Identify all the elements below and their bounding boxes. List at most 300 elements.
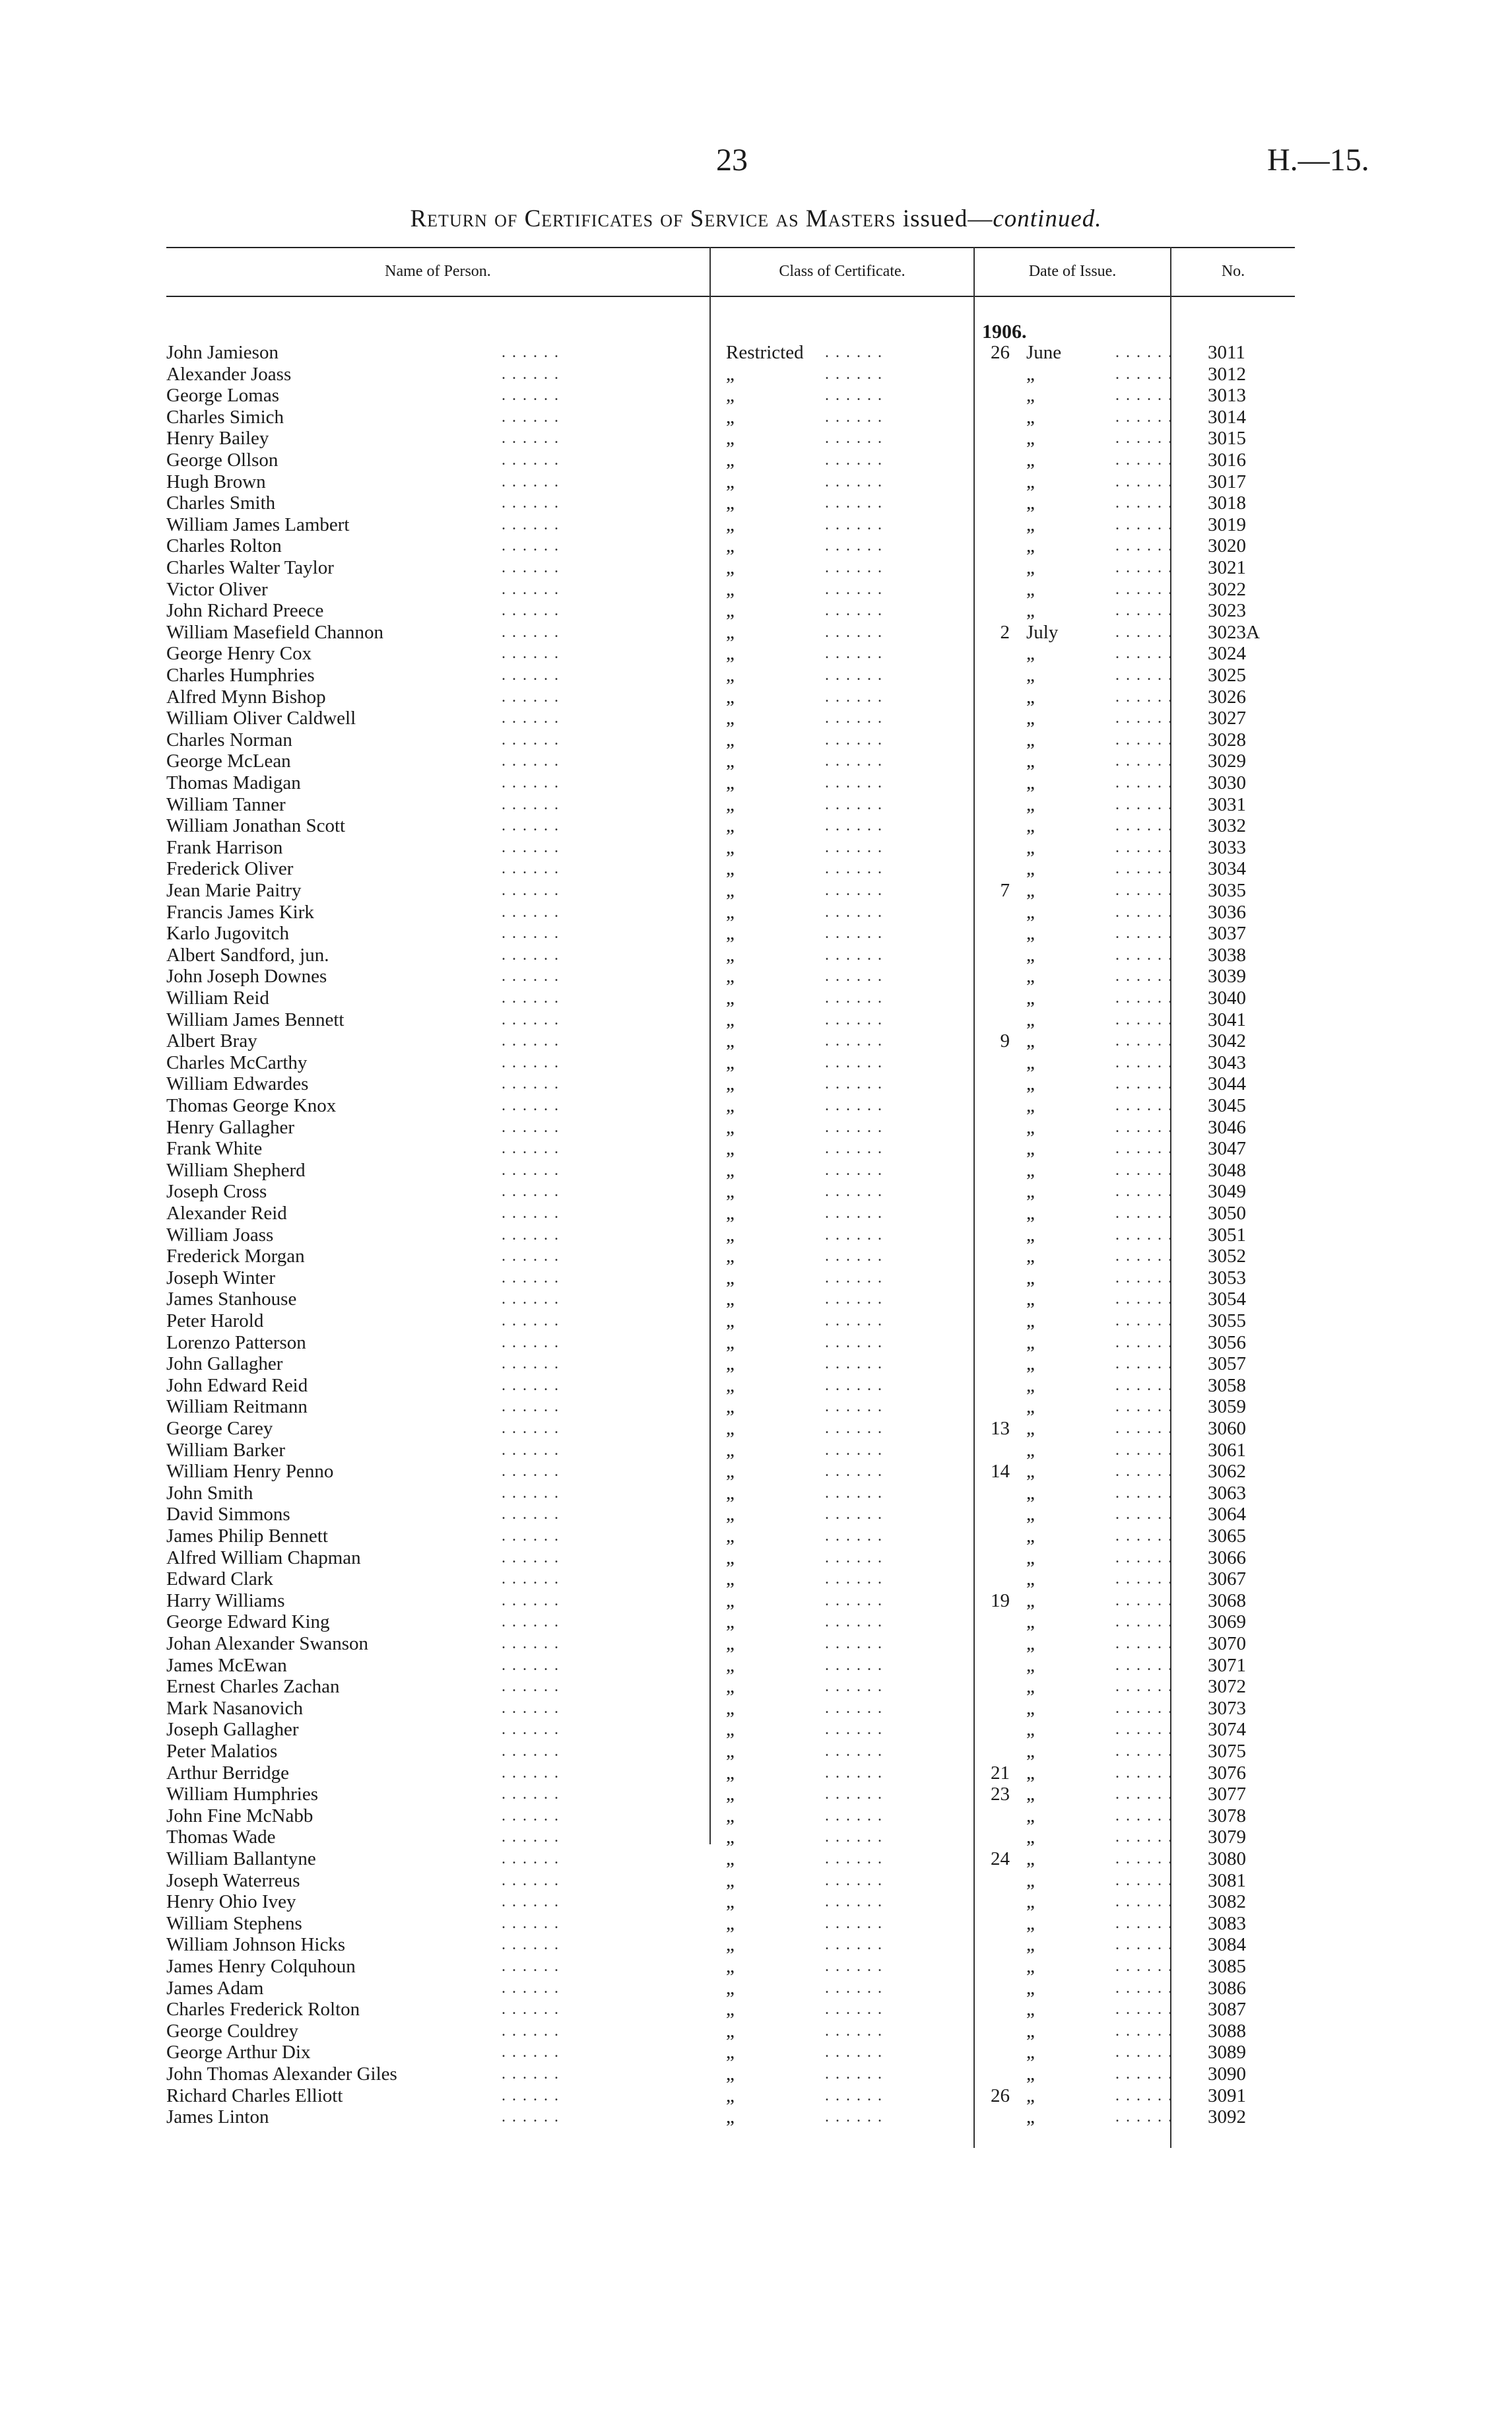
leader-dots: . . . . . .	[502, 2087, 560, 2104]
leader-dots: . . . . . .	[502, 494, 560, 512]
table-row	[0, 1934, 1512, 1956]
leader-dots: . . . . . .	[1115, 494, 1173, 512]
leader-dots: . . . . . .	[825, 1699, 883, 1717]
issue-day: 9	[1000, 1030, 1010, 1052]
leader-dots: . . . . . .	[502, 1958, 560, 1975]
certificate-class: „	[726, 450, 735, 471]
certificate-class: „	[726, 1676, 735, 1698]
page-number: 23	[716, 143, 748, 178]
leader-dots: . . . . . .	[825, 1054, 883, 1071]
person-name: George McLean	[166, 751, 291, 772]
person-name: Alexander Joass	[166, 363, 292, 385]
person-name: George Edward King	[166, 1611, 330, 1633]
leader-dots: . . . . . .	[825, 2022, 883, 2040]
table-row	[0, 1698, 1512, 1720]
leader-dots: . . . . . .	[502, 688, 560, 706]
leader-dots: . . . . . .	[1115, 365, 1173, 383]
issue-month: July	[1026, 621, 1059, 643]
leader-dots: . . . . . .	[1115, 710, 1173, 727]
certificate-number: 3041	[1208, 1009, 1246, 1030]
leader-dots: . . . . . .	[825, 925, 883, 943]
certificate-number: 3022	[1208, 578, 1246, 600]
leader-dots: . . . . . .	[1115, 1786, 1173, 1803]
title-plain: issued—	[896, 205, 993, 232]
certificate-class: „	[726, 2020, 735, 2042]
leader-dots: . . . . . .	[502, 1183, 560, 1201]
certificate-class: „	[726, 1741, 735, 1762]
leader-dots: . . . . . .	[502, 882, 560, 899]
leader-dots: . . . . . .	[1115, 1183, 1173, 1201]
person-name: Karlo Jugovitch	[166, 923, 290, 945]
table-row	[0, 1504, 1512, 1525]
leader-dots: . . . . . .	[1115, 1936, 1173, 1954]
certificate-class: „	[726, 901, 735, 923]
certificate-number: 3090	[1208, 2063, 1246, 2085]
year-label: 1906.	[982, 321, 1027, 343]
certificate-number: 3035	[1208, 880, 1246, 901]
table-row	[0, 1138, 1512, 1160]
leader-dots: . . . . . .	[502, 1678, 560, 1696]
person-name: Edward Clark	[166, 1568, 273, 1590]
table-row	[0, 858, 1512, 880]
certificate-class: „	[726, 600, 735, 622]
leader-dots: . . . . . .	[825, 1269, 883, 1287]
leader-dots: . . . . . .	[502, 989, 560, 1007]
leader-dots: . . . . . .	[1115, 903, 1173, 921]
leader-dots: . . . . . .	[825, 1290, 883, 1308]
leader-dots: . . . . . .	[1115, 2044, 1173, 2061]
certificate-class: „	[726, 772, 735, 793]
table-row	[0, 1525, 1512, 1547]
certificate-class: „	[726, 815, 735, 837]
certificate-class: „	[726, 1805, 735, 1826]
certificate-class: „	[726, 492, 735, 514]
table-row	[0, 1956, 1512, 1978]
table-row	[0, 535, 1512, 557]
leader-dots: . . . . . .	[825, 452, 883, 469]
leader-dots: . . . . . .	[825, 494, 883, 512]
leader-dots: . . . . . .	[1115, 1591, 1173, 1609]
certificate-number: 3017	[1208, 471, 1246, 492]
certificate-number: 3037	[1208, 923, 1246, 945]
leader-dots: . . . . . .	[502, 1248, 560, 1265]
person-name: Charles Norman	[166, 729, 292, 751]
leader-dots: . . . . . .	[1115, 1333, 1173, 1351]
certificate-number: 3043	[1208, 1052, 1246, 1073]
certificate-class: „	[726, 1203, 735, 1224]
leader-dots: . . . . . .	[502, 1743, 560, 1760]
leader-dots: . . . . . .	[502, 1591, 560, 1609]
leader-dots: . . . . . .	[1115, 1871, 1173, 1889]
leader-dots: . . . . . .	[825, 753, 883, 770]
leader-dots: . . . . . .	[502, 817, 560, 835]
leader-dots: . . . . . .	[825, 1248, 883, 1265]
person-name: Lorenzo Patterson	[166, 1331, 306, 1353]
person-name: Charles Frederick Rolton	[166, 1999, 360, 2021]
leader-dots: . . . . . .	[502, 1893, 560, 1911]
certificate-number: 3056	[1208, 1331, 1246, 1353]
leader-dots: . . . . . .	[1115, 1011, 1173, 1028]
leader-dots: . . . . . .	[825, 946, 883, 964]
table-row	[0, 837, 1512, 859]
issue-month: „	[1026, 1439, 1035, 1461]
leader-dots: . . . . . .	[502, 537, 560, 555]
leader-dots: . . . . . .	[825, 903, 883, 921]
leader-dots: . . . . . .	[502, 1656, 560, 1674]
person-name: Richard Charles Elliott	[166, 2085, 343, 2106]
leader-dots: . . . . . .	[1115, 1032, 1173, 1050]
issue-month: „	[1026, 1719, 1035, 1741]
person-name: Charles Smith	[166, 492, 276, 514]
leader-dots: . . . . . .	[502, 1075, 560, 1093]
leader-dots: . . . . . .	[502, 580, 560, 598]
table-row	[0, 1396, 1512, 1418]
leader-dots: . . . . . .	[1115, 989, 1173, 1007]
certificate-class: „	[726, 1159, 735, 1181]
issue-month: „	[1026, 1052, 1035, 1073]
person-name: George Couldrey	[166, 2020, 298, 2042]
leader-dots: . . . . . .	[1115, 667, 1173, 684]
certificate-class: „	[726, 1977, 735, 1999]
issue-day: 24	[991, 1848, 1010, 1869]
issue-day: 7	[1000, 880, 1010, 901]
issue-month: „	[1026, 729, 1035, 751]
person-name: Henry Ohio Ivey	[166, 1891, 296, 1913]
person-name: Peter Harold	[166, 1310, 264, 1331]
certificate-number: 3054	[1208, 1289, 1246, 1310]
person-name: Alfred Mynn Bishop	[166, 686, 326, 708]
leader-dots: . . . . . .	[502, 2001, 560, 2019]
leader-dots: . . . . . .	[825, 1032, 883, 1050]
certificate-class: „	[726, 1439, 735, 1461]
certificate-number: 3026	[1208, 686, 1246, 708]
table-row	[0, 1655, 1512, 1677]
certificate-number: 3042	[1208, 1030, 1246, 1052]
leader-dots: . . . . . .	[825, 731, 883, 749]
issue-month: „	[1026, 363, 1035, 385]
person-name: William James Lambert	[166, 514, 350, 535]
table-row	[0, 579, 1512, 601]
leader-dots: . . . . . .	[502, 2044, 560, 2061]
table-row	[0, 2063, 1512, 2085]
leader-dots: . . . . . .	[825, 1161, 883, 1179]
table-row	[0, 1332, 1512, 1354]
certificate-number: 3051	[1208, 1224, 1246, 1246]
leader-dots: . . . . . .	[825, 1441, 883, 1459]
certificate-class: „	[726, 1482, 735, 1504]
leader-dots: . . . . . .	[502, 1484, 560, 1502]
leader-dots: . . . . . .	[1115, 430, 1173, 448]
person-name: William Johnson Hicks	[166, 1934, 346, 1956]
certificate-number: 3078	[1208, 1805, 1246, 1826]
certificate-class: „	[726, 1633, 735, 1654]
person-name: Hugh Brown	[166, 471, 266, 492]
table-row	[0, 2021, 1512, 2042]
leader-dots: . . . . . .	[825, 1183, 883, 1201]
issue-month: „	[1026, 1977, 1035, 1999]
table-row	[0, 880, 1512, 902]
leader-dots: . . . . . .	[825, 667, 883, 684]
table-row	[0, 1224, 1512, 1246]
person-name: George Henry Cox	[166, 643, 312, 665]
leader-dots: . . . . . .	[502, 1011, 560, 1028]
table-row	[0, 1095, 1512, 1117]
certificate-number: 3063	[1208, 1482, 1246, 1504]
certificate-class: „	[726, 1826, 735, 1848]
leader-dots: . . . . . .	[1115, 1269, 1173, 1287]
leader-dots: . . . . . .	[1115, 1226, 1173, 1244]
leader-dots: . . . . . .	[825, 1376, 883, 1394]
certificate-number: 3048	[1208, 1159, 1246, 1181]
certificate-number: 3066	[1208, 1547, 1246, 1568]
person-name: William James Bennett	[166, 1009, 345, 1030]
person-name: John Joseph Downes	[166, 966, 327, 987]
leader-dots: . . . . . .	[502, 1570, 560, 1588]
leader-dots: . . . . . .	[1115, 1570, 1173, 1588]
header-date: Date of Issue.	[1028, 263, 1117, 280]
issue-month: „	[1026, 1181, 1035, 1203]
leader-dots: . . . . . .	[1115, 645, 1173, 663]
leader-dots: . . . . . .	[825, 1140, 883, 1158]
certificate-class: „	[726, 2063, 735, 2085]
table-row	[0, 1030, 1512, 1052]
issue-day: 2	[1000, 621, 1010, 643]
leader-dots: . . . . . .	[1115, 1312, 1173, 1329]
certificate-number: 3029	[1208, 751, 1246, 772]
leader-dots: . . . . . .	[1115, 2087, 1173, 2104]
leader-dots: . . . . . .	[1115, 882, 1173, 899]
certificate-class: „	[726, 1052, 735, 1073]
table-row	[0, 1676, 1512, 1698]
leader-dots: . . . . . .	[1115, 623, 1173, 641]
table-row	[0, 1052, 1512, 1074]
person-name: William Reitmann	[166, 1396, 308, 1418]
certificate-number: 3023A	[1208, 621, 1260, 643]
leader-dots: . . . . . .	[825, 387, 883, 405]
leader-dots: . . . . . .	[1115, 1635, 1173, 1652]
certificate-class: „	[726, 1073, 735, 1095]
leader-dots: . . . . . .	[1115, 1699, 1173, 1717]
table-row	[0, 428, 1512, 450]
issue-month: „	[1026, 751, 1035, 772]
leader-dots: . . . . . .	[1115, 860, 1173, 878]
leader-dots: . . . . . .	[825, 2108, 883, 2126]
certificate-number: 3077	[1208, 1784, 1246, 1805]
leader-dots: . . . . . .	[1115, 2001, 1173, 2019]
certificate-class: „	[726, 708, 735, 729]
certificate-number: 3016	[1208, 450, 1246, 471]
leader-dots: . . . . . .	[825, 1527, 883, 1545]
certificate-class: „	[726, 987, 735, 1009]
issue-month: „	[1026, 1353, 1035, 1375]
certificate-class: „	[726, 2085, 735, 2106]
certificate-number: 3014	[1208, 406, 1246, 428]
leader-dots: . . . . . .	[502, 1269, 560, 1287]
issue-day: 19	[991, 1590, 1010, 1611]
page-code: H.—15.	[1267, 143, 1369, 178]
table-row	[0, 751, 1512, 772]
leader-dots: . . . . . .	[502, 1118, 560, 1136]
leader-dots: . . . . . .	[825, 1635, 883, 1652]
leader-dots: . . . . . .	[1115, 1441, 1173, 1459]
issue-day: 26	[991, 342, 1010, 363]
leader-dots: . . . . . .	[1115, 452, 1173, 469]
certificate-class: „	[726, 836, 735, 858]
table-row	[0, 1633, 1512, 1655]
issue-month: „	[1026, 600, 1035, 622]
table-row	[0, 2042, 1512, 2063]
issue-month: „	[1026, 578, 1035, 600]
issue-month: „	[1026, 1159, 1035, 1181]
person-name: William Stephens	[166, 1912, 302, 1934]
issue-month: „	[1026, 966, 1035, 987]
leader-dots: . . . . . .	[825, 602, 883, 620]
leader-dots: . . . . . .	[825, 1075, 883, 1093]
certificate-class: „	[726, 1547, 735, 1568]
leader-dots: . . . . . .	[825, 1118, 883, 1136]
certificate-class: „	[726, 1138, 735, 1160]
leader-dots: . . . . . .	[825, 580, 883, 598]
leader-dots: . . . . . .	[502, 1226, 560, 1244]
person-name: William Henry Penno	[166, 1461, 334, 1483]
leader-dots: . . . . . .	[1115, 731, 1173, 749]
leader-dots: . . . . . .	[825, 1097, 883, 1114]
leader-dots: . . . . . .	[502, 1420, 560, 1437]
leader-dots: . . . . . .	[825, 623, 883, 641]
table-top-rule	[166, 247, 1295, 248]
leader-dots: . . . . . .	[825, 1743, 883, 1760]
issue-month: „	[1026, 1525, 1035, 1547]
leader-dots: . . . . . .	[825, 1850, 883, 1867]
certificate-class: „	[726, 643, 735, 665]
certificate-class: „	[726, 923, 735, 945]
certificate-class: „	[726, 665, 735, 686]
person-name: William Ballantyne	[166, 1848, 316, 1869]
leader-dots: . . . . . .	[1115, 795, 1173, 813]
leader-dots: . . . . . .	[502, 860, 560, 878]
certificate-class: „	[726, 578, 735, 600]
leader-dots: . . . . . .	[825, 688, 883, 706]
issue-month: „	[1026, 1826, 1035, 1848]
issue-month: „	[1026, 1396, 1035, 1418]
leader-dots: . . . . . .	[502, 925, 560, 943]
leader-dots: . . . . . .	[1115, 1140, 1173, 1158]
issue-month: „	[1026, 1891, 1035, 1913]
certificate-number: 3079	[1208, 1826, 1246, 1848]
leader-dots: . . . . . .	[1115, 1248, 1173, 1265]
leader-dots: . . . . . .	[1115, 1420, 1173, 1437]
leader-dots: . . . . . .	[825, 365, 883, 383]
issue-month: „	[1026, 1654, 1035, 1676]
issue-month: „	[1026, 1482, 1035, 1504]
issue-month: „	[1026, 1762, 1035, 1784]
person-name: William Masefield Channon	[166, 621, 384, 643]
certificate-class: „	[726, 1095, 735, 1116]
certificate-number: 3084	[1208, 1934, 1246, 1956]
leader-dots: . . . . . .	[1115, 1290, 1173, 1308]
certificate-number: 3068	[1208, 1590, 1246, 1611]
issue-month: „	[1026, 428, 1035, 450]
leader-dots: . . . . . .	[825, 1764, 883, 1782]
person-name: John Fine McNabb	[166, 1805, 313, 1826]
leader-dots: . . . . . .	[825, 1484, 883, 1502]
table-row	[0, 665, 1512, 686]
person-name: William Tanner	[166, 793, 286, 815]
issue-month: „	[1026, 1912, 1035, 1934]
table-row	[0, 1073, 1512, 1095]
table-row	[0, 2085, 1512, 2107]
issue-month: „	[1026, 858, 1035, 880]
certificate-number: 3070	[1208, 1633, 1246, 1654]
certificate-class: „	[726, 1719, 735, 1741]
leader-dots: . . . . . .	[1115, 1656, 1173, 1674]
leader-dots: . . . . . .	[502, 1721, 560, 1739]
header-class: Class of Certificate.	[779, 263, 905, 280]
leader-dots: . . . . . .	[825, 860, 883, 878]
leader-dots: . . . . . .	[1115, 1054, 1173, 1071]
leader-dots: . . . . . .	[502, 968, 560, 986]
certificate-class: „	[726, 1116, 735, 1138]
certificate-number: 3075	[1208, 1741, 1246, 1762]
person-name: James Linton	[166, 2106, 269, 2128]
certificate-class: „	[726, 686, 735, 708]
leader-dots: . . . . . .	[502, 623, 560, 641]
issue-month: „	[1026, 815, 1035, 837]
issue-month: „	[1026, 665, 1035, 686]
leader-dots: . . . . . .	[502, 1205, 560, 1222]
person-name: William Oliver Caldwell	[166, 708, 356, 729]
table-row	[0, 1590, 1512, 1612]
certificate-class: „	[726, 880, 735, 901]
leader-dots: . . . . . .	[1115, 1355, 1173, 1373]
certificate-number: 3091	[1208, 2085, 1246, 2106]
table-row	[0, 794, 1512, 816]
person-name: Thomas George Knox	[166, 1095, 337, 1116]
leader-dots: . . . . . .	[502, 516, 560, 533]
table-row	[0, 1483, 1512, 1504]
certificate-class: „	[726, 557, 735, 578]
certificate-number: 3061	[1208, 1439, 1246, 1461]
certificate-number: 3023	[1208, 600, 1246, 622]
certificate-number: 3065	[1208, 1525, 1246, 1547]
certificate-number: 3087	[1208, 1999, 1246, 2021]
person-name: Frank White	[166, 1138, 263, 1160]
certificate-class: „	[726, 2106, 735, 2128]
person-name: George Carey	[166, 1418, 273, 1439]
certificate-class: „	[726, 944, 735, 966]
issue-month: „	[1026, 2063, 1035, 2085]
header-no: No.	[1221, 263, 1245, 280]
leader-dots: . . . . . .	[1115, 1721, 1173, 1739]
table-row	[0, 1246, 1512, 1267]
leader-dots: . . . . . .	[1115, 602, 1173, 620]
person-name: William Jonathan Scott	[166, 815, 346, 837]
certificate-number: 3049	[1208, 1181, 1246, 1203]
table-row	[0, 342, 1512, 364]
leader-dots: . . . . . .	[825, 2044, 883, 2061]
certificate-class: „	[726, 1654, 735, 1676]
table-row	[0, 1999, 1512, 2021]
leader-dots: . . . . . .	[502, 1441, 560, 1459]
person-name: James McEwan	[166, 1654, 287, 1676]
person-name: John Jamieson	[166, 342, 279, 363]
leader-dots: . . . . . .	[502, 1398, 560, 1416]
certificate-class: „	[726, 514, 735, 535]
certificate-class: „	[726, 1525, 735, 1547]
table-row	[0, 1762, 1512, 1784]
issue-month: „	[1026, 1009, 1035, 1030]
leader-dots: . . . . . .	[1115, 387, 1173, 405]
